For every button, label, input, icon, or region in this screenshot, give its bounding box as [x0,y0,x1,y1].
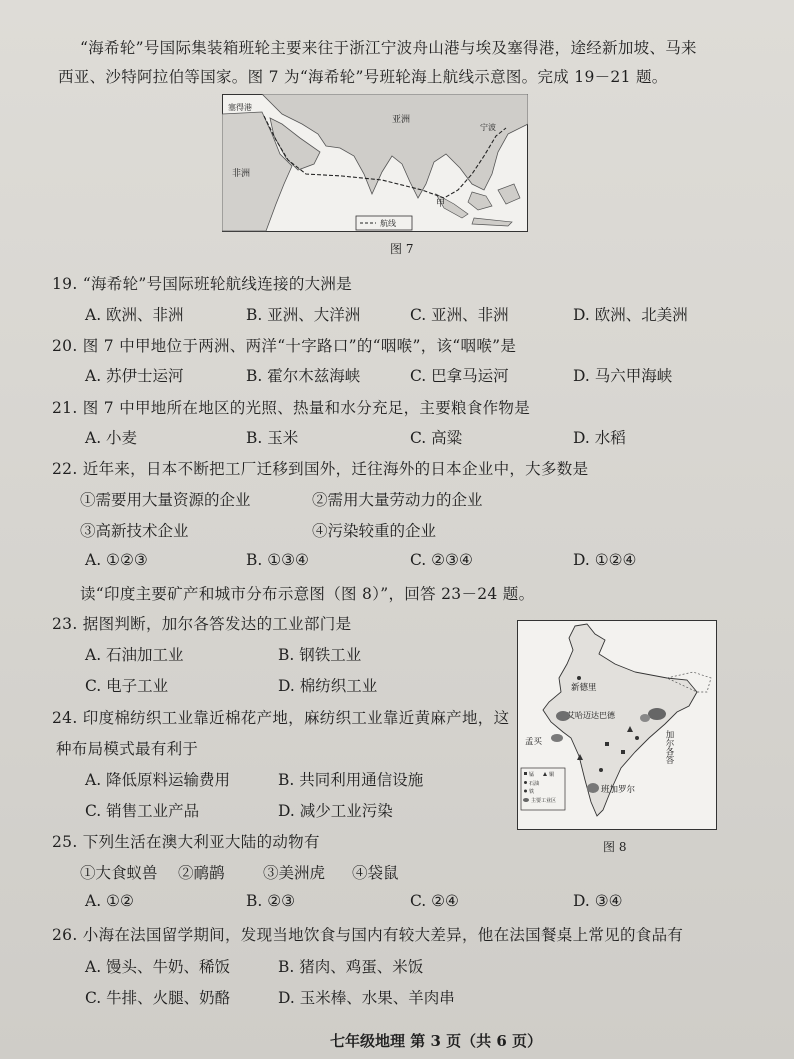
q25-option-b[interactable]: B. ②③ [246,892,296,910]
q20-option-b[interactable]: B. 霍尔木兹海峡 [246,367,361,385]
intro-line-1: “海希轮”号国际集装箱班轮主要来往于浙江宁波舟山港与埃及塞得港，途经新加坡、马来 [80,39,697,57]
q22-item-2: ②需用大量劳动力的企业 [312,491,483,509]
label-port-said: 塞得港 [228,103,252,112]
figure-8-caption: 图 8 [603,840,627,854]
q22-option-a[interactable]: A. ①②③ [85,551,148,569]
q24-option-d[interactable]: D. 减少工业污染 [278,802,393,820]
figure-8-india-map [517,620,717,830]
read-figure-8-instruction: 读“印度主要矿产和城市分布示意图（图 8）”，回答 23－24 题。 [80,585,535,603]
q20-option-d[interactable]: D. 马六甲海峡 [573,367,673,385]
legend-iron: 铁 [529,789,535,795]
label-africa: 非洲 [232,169,251,179]
q22-stem: 22. 近年来，日本不断把工厂迁移到国外，迁往海外的日本企业中，大多数是 [52,460,589,478]
q22-item-1: ①需要用大量资源的企业 [80,491,251,509]
figure-7-route-map [222,94,528,232]
q26-option-a[interactable]: A. 馒头、牛奶、稀饭 [85,958,231,976]
q26-option-d[interactable]: D. 玉米棒、水果、羊肉串 [278,989,455,1007]
page-footer: 七年级地理 第 3 页（共 6 页） [330,1032,542,1050]
q23-option-b[interactable]: B. 钢铁工业 [278,646,362,664]
label-jia: 甲 [436,199,446,209]
label-ahmedabad: 艾哈迈达巴德 [567,711,615,720]
q19-option-b[interactable]: B. 亚洲、大洋洲 [246,306,361,324]
q19-stem: 19. “海希轮”号国际班轮航线连接的大洲是 [52,275,353,293]
q21-option-c[interactable]: C. 高粱 [410,429,463,447]
figure-7-caption: 图 7 [390,242,414,256]
q23-option-a[interactable]: A. 石油加工业 [85,646,184,664]
q22-option-d[interactable]: D. ①②④ [573,551,637,569]
label-mumbai: 孟买 [525,737,543,747]
q19-option-a[interactable]: A. 欧洲、非洲 [85,306,184,324]
q24-stem-line-1: 24. 印度棉纺织工业靠近棉花产地，麻纺织工业靠近黄麻产地，这 [52,709,510,727]
q19-option-c[interactable]: C. 亚洲、非洲 [410,306,509,324]
intro-line-2: 西亚、沙特阿拉伯等国家。图 7 为“海希轮”号班轮海上航线示意图。完成 19－21 题。 [58,68,668,86]
q23-option-d[interactable]: D. 棉纺织工业 [278,677,378,695]
q22-option-b[interactable]: B. ①③④ [246,551,309,569]
q20-stem: 20. 图 7 中甲地位于两洲、两洋“十字路口”的“咽喉”，该“咽喉”是 [52,337,517,355]
legend-copper: 铜 [549,772,555,778]
q21-option-d[interactable]: D. 水稻 [573,429,626,447]
q21-option-a[interactable]: A. 小麦 [85,429,138,447]
q25-item-3: ③美洲虎 [263,864,326,882]
q25-option-d[interactable]: D. ③④ [573,892,623,910]
label-bangalore: 班加罗尔 [601,785,636,795]
q23-stem: 23. 据图判断，加尔各答发达的工业部门是 [52,615,352,633]
q21-stem: 21. 图 7 中甲地所在地区的光照、热量和水分充足，主要粮食作物是 [52,399,530,417]
q26-option-b[interactable]: B. 猪肉、鸡蛋、米饭 [278,958,424,976]
q22-item-3: ③高新技术企业 [80,522,189,540]
legend-industrial-area: 主要工业区 [531,798,557,804]
label-kolkata: 加尔各答 [664,730,674,764]
legend-oil: 石油 [529,781,540,787]
q19-option-d[interactable]: D. 欧洲、北美洲 [573,306,688,324]
label-asia: 亚洲 [392,115,411,125]
q25-item-1: ①大食蚁兽 [80,864,158,882]
legend-route: 航线 [380,219,396,228]
label-new-delhi: 新德里 [571,683,597,693]
legend-manganese: 锰 [529,772,535,778]
q20-option-c[interactable]: C. 巴拿马运河 [410,367,509,385]
q25-option-c[interactable]: C. ②④ [410,892,459,910]
q24-option-b[interactable]: B. 共同利用通信设施 [278,771,424,789]
q26-option-c[interactable]: C. 牛排、火腿、奶酪 [85,989,231,1007]
q24-option-c[interactable]: C. 销售工业产品 [85,802,200,820]
q21-option-b[interactable]: B. 玉米 [246,429,299,447]
q25-item-2: ②鸸鹋 [178,864,225,882]
q20-option-a[interactable]: A. 苏伊士运河 [85,367,184,385]
q26-stem: 26. 小海在法国留学期间，发现当地饮食与国内有较大差异，他在法国餐桌上常见的食品有 [52,926,684,944]
q22-option-c[interactable]: C. ②③④ [410,551,473,569]
q22-item-4: ④污染较重的企业 [312,522,437,540]
q25-item-4: ④袋鼠 [352,864,399,882]
q25-stem: 25. 下列生活在澳大利亚大陆的动物有 [52,833,320,851]
q23-option-c[interactable]: C. 电子工业 [85,677,169,695]
q24-stem-line-2: 种布局模式最有利于 [56,740,199,758]
q24-option-a[interactable]: A. 降低原料运输费用 [85,771,231,789]
label-ningbo: 宁波 [480,123,496,132]
q25-option-a[interactable]: A. ①② [85,892,134,910]
